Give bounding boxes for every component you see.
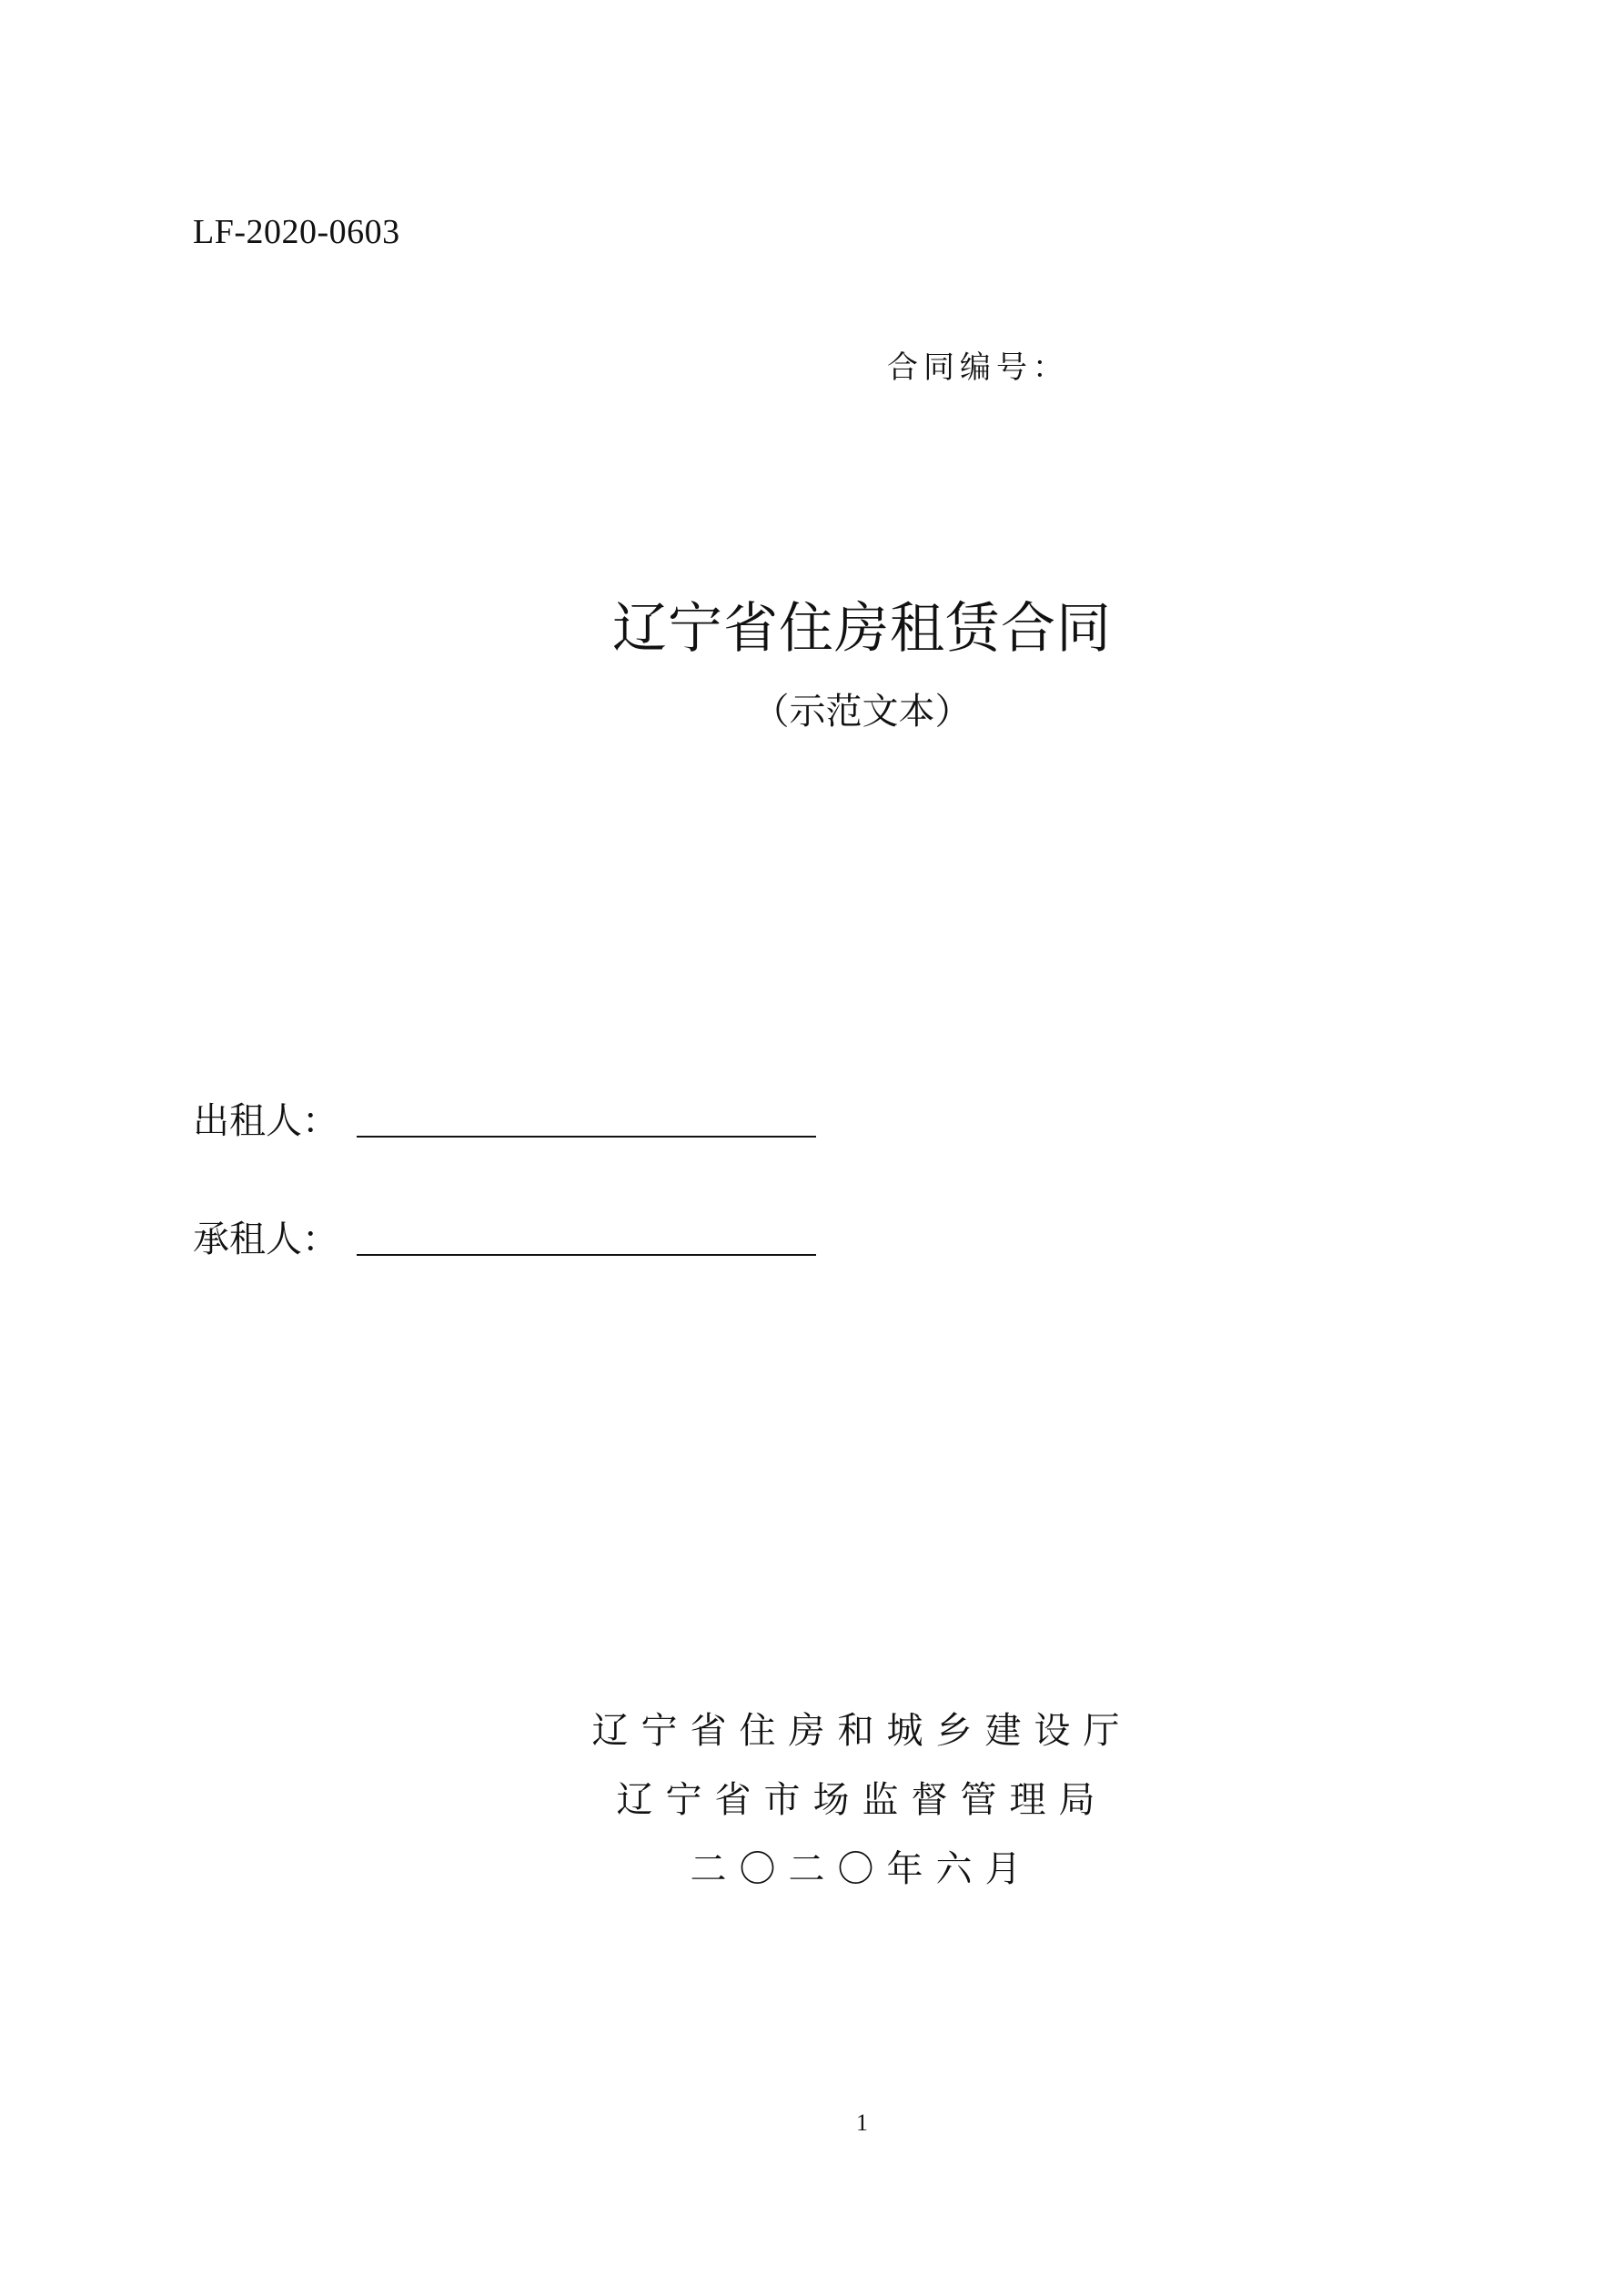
lessor-blank-line	[357, 1136, 816, 1138]
issuer-housing-department: 辽宁省住房和城乡建设厅	[591, 1710, 1133, 1752]
lessee-blank-line	[357, 1254, 816, 1256]
lessee-field	[193, 1218, 816, 1261]
document-code: LF-2020-0603	[193, 213, 400, 251]
lessor-field	[193, 1099, 816, 1143]
contract-number-label: 合同编号：	[887, 349, 1069, 386]
document-title: 辽宁省住房租赁合同	[612, 597, 1112, 661]
lessee-label: 承租人：	[193, 1219, 338, 1260]
document-subtitle: （示范文本）	[752, 691, 972, 733]
page-number: 1	[856, 2109, 868, 2136]
lessor-label: 出租人：	[193, 1100, 338, 1142]
issue-date: 二〇二〇年六月	[690, 1848, 1034, 1890]
issuer-market-supervision: 辽宁省市场监督管理局	[616, 1779, 1108, 1821]
